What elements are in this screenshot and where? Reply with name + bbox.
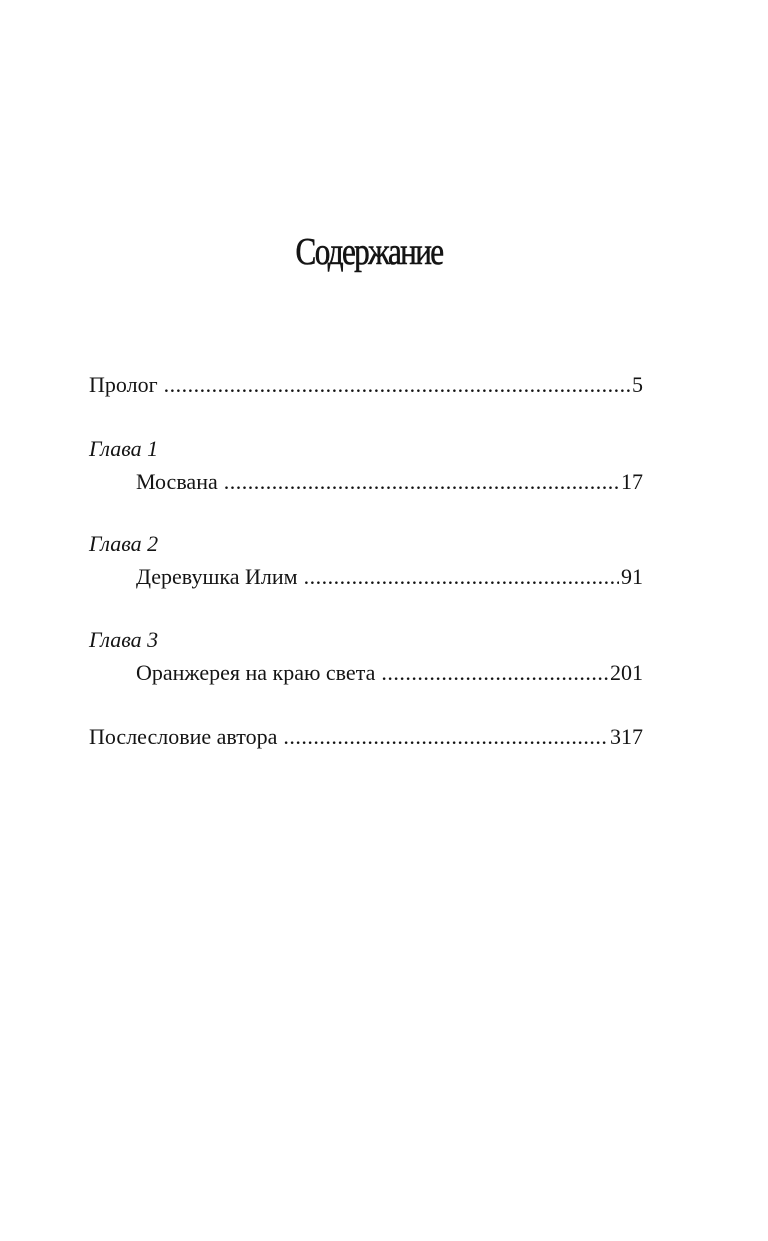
toc-page-number: 17 [621,469,643,494]
toc-entry-prologue[interactable] [89,370,643,400]
toc-page-number: 317 [610,724,643,749]
table-of-contents [89,370,643,752]
toc-entry-label: Деревушка Илим [136,564,298,589]
toc-entry-label: Пролог [89,372,158,397]
dot-leader [224,467,619,497]
toc-page-number: 5 [632,372,643,397]
page-title: Содержание [295,231,443,273]
chapter-heading-1: Глава 1 [89,436,159,461]
dot-leader [381,658,608,688]
toc-entry-chapter-1[interactable] [89,467,643,497]
toc-entry-afterword[interactable] [89,722,643,752]
toc-entry-label: Послесловие автора [89,724,278,749]
toc-entry-label: Мосвана [136,469,218,494]
chapter-heading-2: Глава 2 [89,531,159,556]
toc-entry-chapter-2[interactable] [89,562,643,592]
dot-leader [304,562,619,592]
toc-entry-chapter-3[interactable] [89,658,643,688]
toc-page-number: 91 [621,564,643,589]
toc-entry-label: Оранжерея на краю света [136,660,376,685]
dot-leader [283,722,608,752]
dot-leader [164,370,630,400]
chapter-heading-3: Глава 3 [89,627,159,652]
toc-page-number: 201 [610,660,643,685]
